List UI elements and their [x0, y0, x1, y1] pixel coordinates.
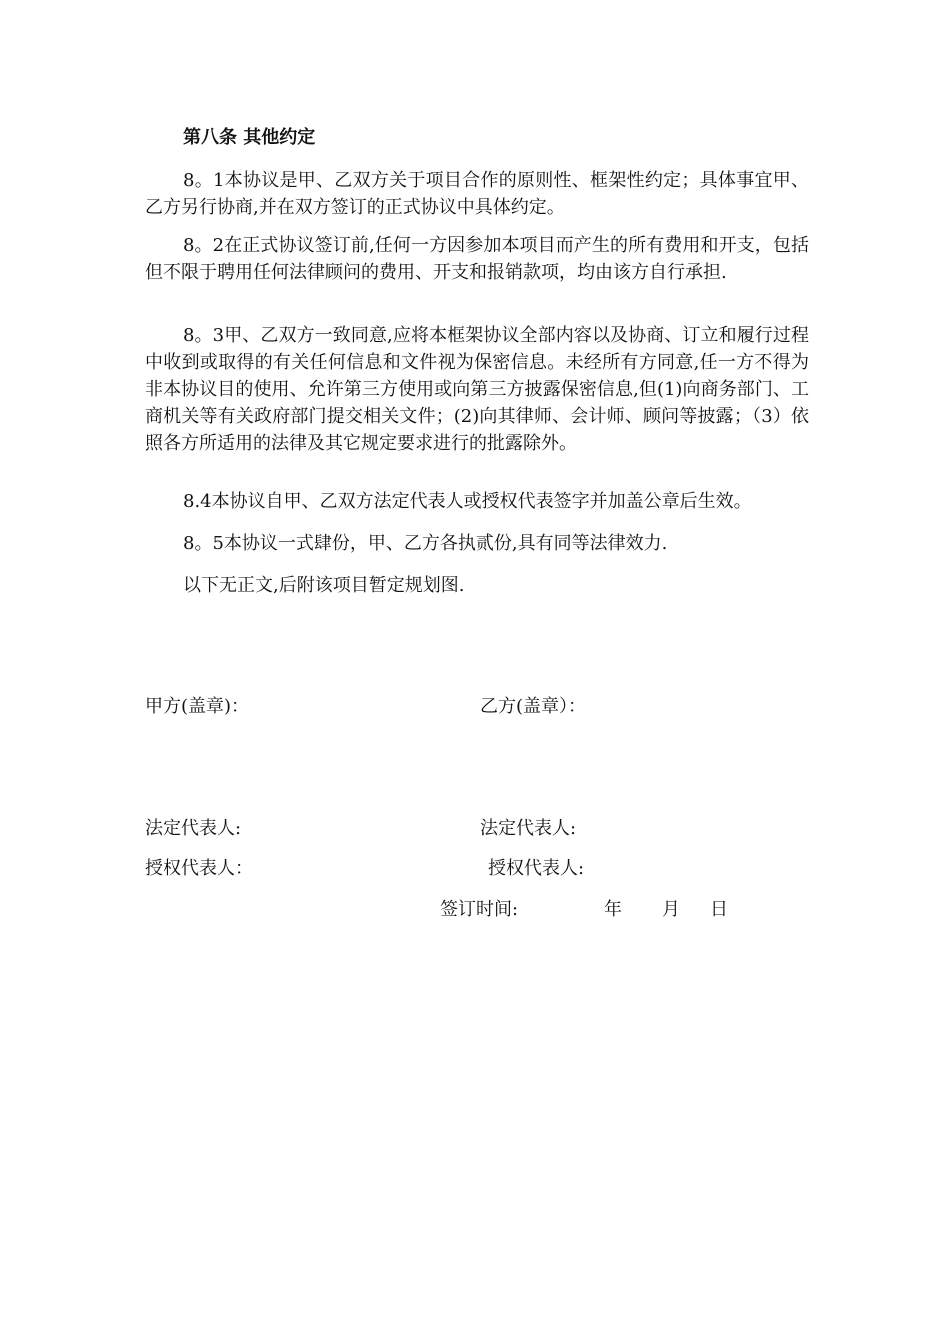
party-a-seal-label: 甲方(盖章)： — [145, 696, 250, 717]
month-label: 月 — [662, 899, 680, 920]
party-a-auth-rep-label: 授权代表人： — [145, 858, 253, 879]
signing-time-label: 签订时间: — [440, 899, 519, 920]
article-heading: 第八条 其他约定 — [183, 127, 316, 148]
year-label: 年 — [604, 899, 622, 920]
clause-8-4: 8.4本协议自甲、乙双方法定代表人或授权代表签字并加盖公章后生效。 — [183, 491, 752, 512]
party-b-seal-label: 乙方(盖章）： — [480, 696, 587, 717]
party-b-auth-rep-label: 授权代表人: — [488, 858, 585, 879]
clause-8-1: 8。1本协议是甲、乙双方关于项目合作的原则性、框架性约定；具体事宜甲、乙方另行协商,并在双方签订的正式协议中具体约定。 — [145, 170, 809, 218]
closing-note: 以下无正文,后附该项目暂定规划图. — [183, 575, 465, 596]
party-a-legal-rep-label: 法定代表人: — [145, 818, 242, 839]
clause-8-3: 8。3甲、乙双方一致同意,应将本框架协议全部内容以及协商、订立和履行过程中收到或取得的有关任何信息和文件视为保密信息。未经所有方同意,任一方不得为非本协议目的使用、允许第三方使用或向第三方披露保密信息,但(1)向商务部门、工商机关等有关政府部门提交相关文件；(2)向其律师、会计师、顾问等披露；（3）依照各方所适用的法律及其它规定要求进行的批露除外。 — [145, 325, 809, 454]
day-label: 日 — [710, 899, 728, 920]
party-b-legal-rep-label: 法定代表人: — [480, 818, 577, 839]
clause-8-2: 8。2在正式协议签订前,任何一方因参加本项目而产生的所有费用和开支，包括但不限于聘用任何法律顾问的费用、开支和报销款项，均由该方自行承担. — [145, 235, 809, 283]
clause-8-5: 8。5本协议一式肆份，甲、乙方各执贰份,具有同等法律效力. — [183, 533, 668, 554]
